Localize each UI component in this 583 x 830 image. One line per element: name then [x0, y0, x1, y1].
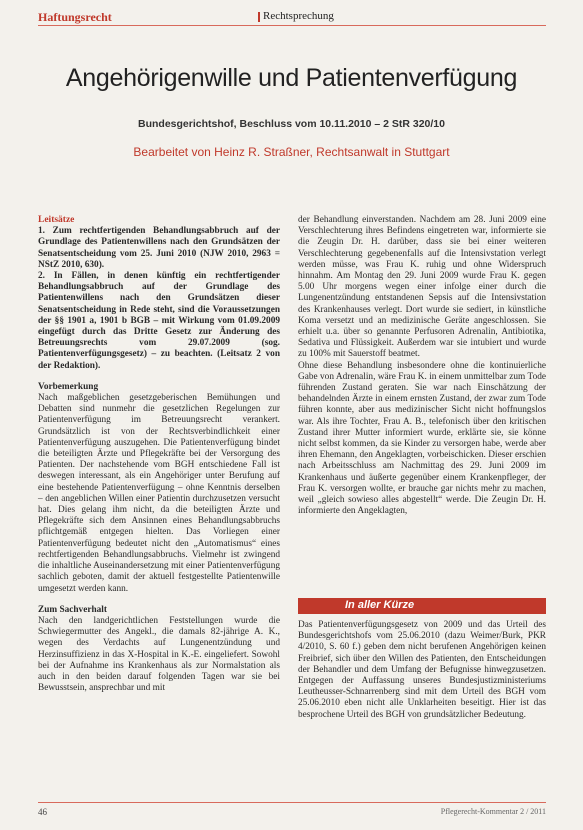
header-divider — [258, 12, 260, 22]
vorbemerkung-text: Nach maßgeblichen gesetzgeberischen Bemühungen und Debatten sind nunmehr die gesetzlichen Regelungen zur Patientenverfügung im Betreuungsrecht verankert. Grundsätzlich ist von der Rechtsverbindlichkeit einer Patientenverfügung auszugehen. Die Patientenverfügung bindet die beteiligten Ärzte und Pflegekräfte bei der Versorgung des Patienten. Der nachstehende vom BGH entschiedene Fall ist deswegen interessant, als ein Angehöriger unter Berufung auf eine bestehende Patientenverfügung – ohne Kenntnis derselben – den angeblichen Willen einer Patientin durchzusetzen versucht hat. Dies gelang ihm nicht, da die beteiligten Ärzte und Pflegekräfte sich dem Ansinnen eines Behandlungsabbruchs pflichtgemäß entgegen hielten. Das Vorliegen einer Patientenverfügung bedeutet nicht den „Automatismus“ eines rechtfertigenden Behandlungsabbruchs. Vielmehr ist zwingend die inhaltliche Auseinandersetzung mit einer Patientenverfügung sachlich geboten, damit der aktuell festgestellte Patientenwille umgesetzt werden kann. — [38, 393, 280, 594]
sachverhalt-heading: Zum Sachverhalt — [38, 604, 107, 615]
article-subtitle: Bundesgerichtshof, Beschluss vom 10.11.2010 – 2 StR 320/10 — [138, 118, 445, 130]
page-header — [0, 0, 583, 30]
left-column — [38, 215, 280, 694]
section-label: Haftungsrecht — [38, 10, 112, 24]
header-rule — [38, 25, 546, 26]
article-title: Angehörigenwille und Patientenverfügung — [65, 64, 518, 92]
leitsaetze-heading: Leitsätze — [38, 215, 75, 225]
rubric-label: Rechtsprechung — [263, 10, 334, 22]
footer-rule — [38, 802, 546, 803]
kurz-text: Das Patientenverfügungsgesetz von 2009 und das Urteil des Bundesgerichtshofs vom 25.06.2010 (dazu Weimer/Burk, PKR 4/2010, S. 60 f.) geben dem nicht berufenen Angehörigen keinen Freibrief, sich über den Willen des Patienten, den Entscheidungen der Behandler und dem Umfang der Befugnisse hinwegzusetzen. Entgegen der Auffassung unseres Bundesjustizministeriums Leutheusser-Schnarrenberg sind mit dem Urteil des BGH vom 25.06.2010 eben nicht alle Unklarheiten beseitigt. Hier ist das besprochene Urteil des BGH von grundsätzlicher Bedeutung. — [298, 620, 546, 720]
article-author: Bearbeitet von Heinz R. Straßner, Rechtsanwalt in Stuttgart — [133, 145, 450, 159]
vorbemerkung-heading: Vorbemerkung — [38, 381, 99, 392]
kurz-banner — [298, 598, 546, 614]
leitsatz-1: 1. Zum rechtfertigenden Behandlungsabbruch auf der Grundlage des Patientenwillens nach den Grundsätzen der Senatsentscheidung vom 25. Juni 2010 (NJW 2010, 2963 = NStZ 2010, 630). — [38, 226, 280, 270]
sachverhalt-text: Nach den landgerichtlichen Feststellungen wurde die Schwiegermutter des Angekl., die damals 82-jährige A. K., wegen des Verdachts auf Lungenentzündung und Herzinsuffizienz in das X-Hospital in K.-E. eingeliefert. Sowohl bei der Aufnahme ins Krankenhaus als zur Normalstation als auch in den beiden darauf folgenden Tagen war sie bei Bewusstsein, ansprechbar und mit — [38, 615, 280, 694]
right-text-2: Ohne diese Behandlung insbesondere ohne die kontinuierliche Gabe von Adrenalin, wäre Frau K. in einem unmittelbar zum Tode führenden Zustand geraten. Sie war nach Einschätzung der behandelnden Ärzte in einem ernsten Zustand, der zwar zum Tode führen konnte, aber aus medizinischer Sicht nicht hoffnungslos war. Als ihre Tochter, Frau A. B., telefonisch über den kritischen Zustand ihrer Mutter informiert wurde, erklärte sie, sie könne nicht selbst kommen, da sie Kinder zu versorgen habe, werde aber ihren Ehemann, den Angeklagten, vorbeischicken. Dieser erschien nach Arbeitsschluss am Nachmittag des 29. Juni 2009 im Krankenhaus und äußerte gegenüber einem Krankenpfleger, der Frau K. versorgen wollte, er brauche gar nichts mehr zu machen, weil „gleich sowieso alles abgestellt“ werde. Die Zeugin Dr. H. informierte den Angeklagten, — [298, 360, 546, 517]
right-column — [298, 215, 546, 517]
page-number: 46 — [38, 807, 47, 817]
right-text-1: der Behandlung einverstanden. Nachdem am 28. Juni 2009 eine Verschlechterung ihres Befindens eingetreten war, informierte sie die Zeugin Dr. H. darüber, dass sie bei einer weiteren Verschlechterung gegebenenfalls auf die Intensivstation verlegt werden müsse, was Frau K. ruhig und ohne Widerspruch hinnahm. Am Montag den 29. Juni 2009 wurde Frau K. gegen 5.00 Uhr morgens wegen einer infolge einer durch die Lungenentzündung entstandenen Sepsis auf die Intensivstation des Krankenhauses verlegt. Dort wurde sie sediert, in künstliche Koma versetzt und an medizinische Geräte angeschlossen. Sie erhielt u.a. über so genannte Perfusoren Adrenalin, Antibiotika, Sedativa und Flüssigkeit. Außerdem war sie intubiert und wurde zu 100% mit Sauerstoff beatmet. — [298, 215, 546, 360]
leitsatz-2: 2. In Fällen, in denen künftig ein rechtfertigender Behandlungsabbruch auf der Grundlage des Patientenwillens nach den Grundsätzen dieser Senatsentscheidung in Rede steht, sind die Voraussetzungen der §§ 1901 a, 1901 b BGB – mit Wirkung vom 01.09.2009 eingefügt durch das Dritte Gesetz zur Änderung des Betreuungsrechts vom 29.07.2009 (sog. Patientenverfügungsgesetz) – zu beachten. (Leitsatz 2 von der Redaktion). — [38, 271, 280, 371]
journal-name: Pflegerecht-Kommentar 2 / 2011 — [440, 807, 546, 816]
kurz-title: In aller Kürze — [345, 599, 415, 611]
